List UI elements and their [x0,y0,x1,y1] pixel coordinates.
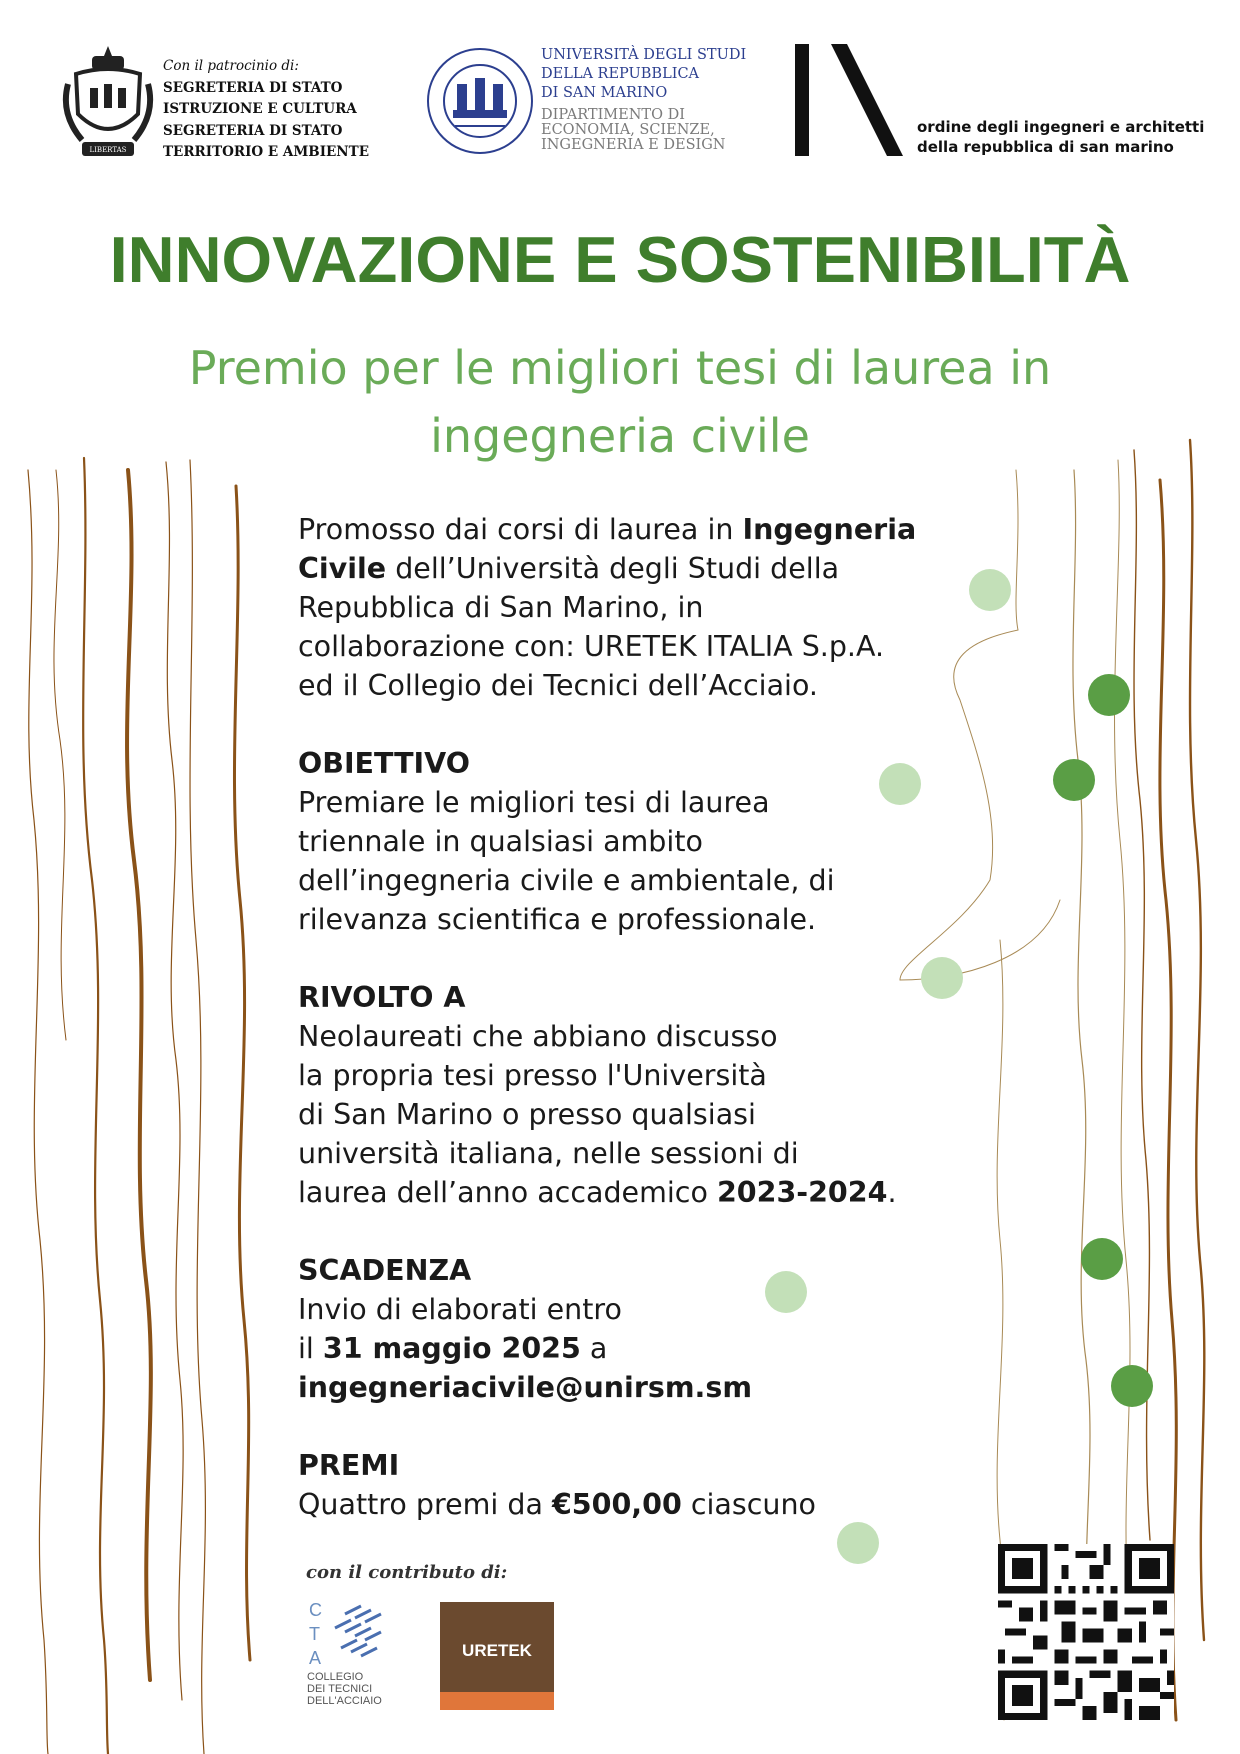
objective-line: dell’ingegneria civile e ambientale, di [298,864,835,897]
contributors-label: con il contributo di: [306,1562,508,1583]
patronage-line: TERRITORIO E AMBIENTE [163,144,369,160]
qr-code[interactable] [998,1544,1174,1720]
cta-logo [305,1598,405,1710]
intro-paragraph [298,510,998,705]
target-line: Neolaureati che abbiano discusso [298,1020,778,1053]
order-line: ordine degli ingegneri e architetti [917,118,1205,136]
prizes-heading: PREMI [298,1449,400,1482]
cta-letter: T [309,1624,320,1644]
subtitle-line: Premio per le migliori tesi di laurea in [188,341,1052,395]
uretek-wordmark: URETEK [462,1641,532,1660]
page-subtitle [100,334,1140,470]
deadline-heading: SCADENZA [298,1254,472,1287]
intro-text: collaborazione con: URETEK ITALIA S.p.A. [298,630,885,663]
deadline-text: il [298,1332,323,1365]
cta-line: DELL'ACCIAIO [307,1695,382,1707]
order-engineers-name [917,117,1204,157]
san-marino-crest-logo [62,44,154,162]
subtitle-line: ingegneria civile [430,409,810,463]
department-line: INGEGNERIA E DESIGN [541,137,726,153]
target-heading: RIVOLTO A [298,981,466,1014]
target-line: università italiana, nelle sessioni di [298,1137,799,1170]
patronage-line: ISTRUZIONE E CULTURA [163,101,357,117]
prizes-section [298,1446,998,1524]
target-section [298,978,998,1212]
target-line: la propria tesi presso l'Università [298,1059,767,1092]
department-line: DIPARTIMENTO DI [541,107,685,123]
department-name [541,108,726,153]
objective-heading: OBIETTIVO [298,747,470,780]
target-period: . [887,1176,897,1209]
prizes-text: ciascuno [681,1488,816,1521]
intro-text: ed il Collegio dei Tecnici dell’Acciaio. [298,669,818,702]
university-seal-logo [425,46,535,156]
university-name-line: DELLA REPUBBLICA [541,66,700,82]
department-line: ECONOMIA, SCIENZE, [541,122,715,138]
submission-email-link[interactable]: ingegneriacivile@unirsm.sm [298,1371,753,1404]
university-name-line: DI SAN MARINO [541,85,668,101]
cta-line: COLLEGIO [307,1671,364,1683]
deadline-date: 31 maggio 2025 [322,1332,581,1365]
deadline-text: a [580,1332,608,1365]
deadline-section [298,1251,998,1407]
uretek-logo [440,1602,554,1710]
cta-letter: C [309,1600,322,1620]
page-title: INNOVAZIONE E SOSTENIBILITÀ [109,223,1131,296]
prizes-text: Quattro premi da [298,1488,552,1521]
crest-label: LIBERTAS [89,146,127,154]
cta-letter: A [309,1648,322,1668]
intro-bold: Ingegneria [742,513,917,546]
cta-line: DEI TECNICI [307,1683,373,1695]
patronage-line: SEGRETERIA DI STATO [163,79,343,96]
patronage-lead: Con il patrocinio di: [163,58,299,74]
intro-bold: Civile [298,552,387,585]
patronage-line: SEGRETERIA DI STATO [163,122,343,139]
order-line: della repubblica di san marino [917,138,1174,156]
intro-text: dell’Università degli Studi della [386,552,840,585]
university-name-line: UNIVERSITÀ DEGLI STUDI [541,47,747,63]
prize-amount: €500,00 [551,1488,682,1521]
patronage-block [163,56,369,164]
intro-text: Promosso dai corsi di laurea in [298,513,743,546]
deadline-line: Invio di elaborati entro [298,1293,622,1326]
university-name [541,46,746,103]
order-engineers-logo [795,44,910,156]
intro-text: Repubblica di San Marino, in [298,591,704,624]
objective-line: rilevanza scientifica e professionale. [298,903,817,936]
objective-line: triennale in qualsiasi ambito [298,825,703,858]
objective-line: Premiare le migliori tesi di laurea [298,786,770,819]
target-line: laurea dell’anno accademico [298,1176,717,1209]
announcement-body [298,510,998,1563]
target-line: di San Marino o presso qualsiasi [298,1098,756,1131]
objective-section [298,744,998,939]
academic-year: 2023-2024 [716,1176,888,1209]
